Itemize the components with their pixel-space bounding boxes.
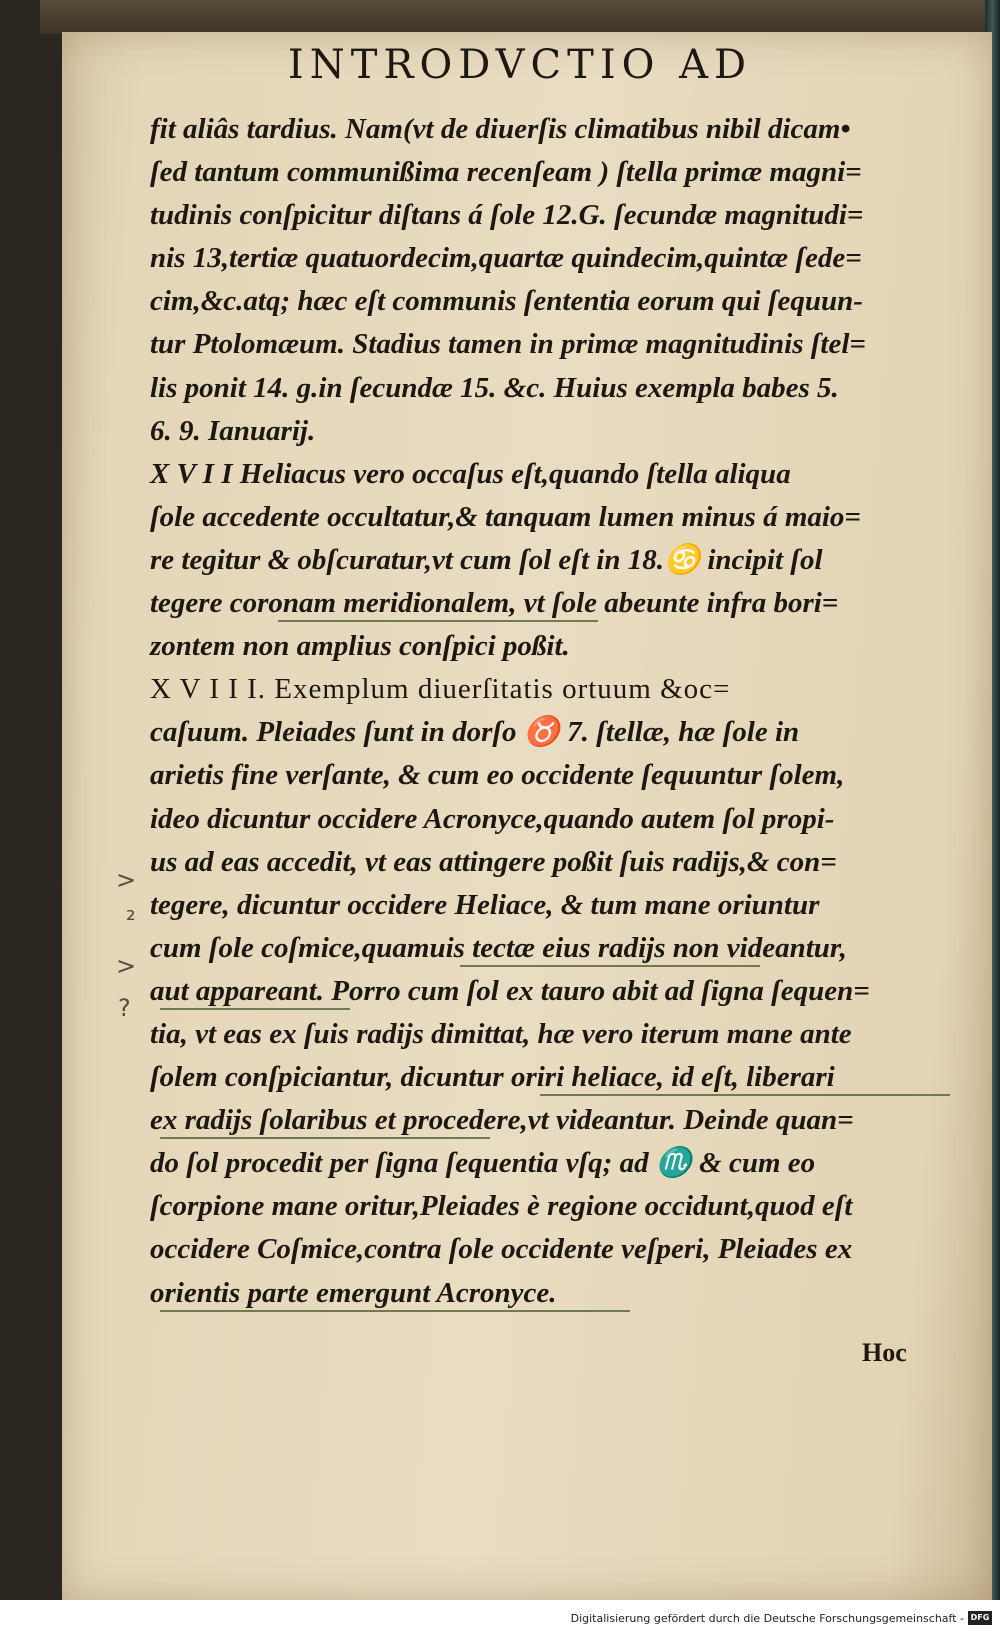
text-line: cum ſole coſmice,quamuis tectæ eius radijs non videantur, — [150, 931, 847, 964]
funding-credit: Digitalisierung gefördert durch die Deutsche Forschungsgemeinschaft - — [570, 1612, 964, 1625]
text-line: ex radijs ſolaribus et procedere,vt videantur. Deinde quan= — [150, 1104, 854, 1137]
text-line: arietis fine verſante, & cum eo occidente ſequuntur ſolem, — [150, 759, 845, 792]
section-heading-xviii: X V I I I. Exemplum diuerſitatis ortuum &oc= — [150, 673, 731, 706]
text-line: ſolem conſpiciantur, dicuntur oriri heliace, id eſt, liberari — [150, 1061, 835, 1094]
text-line: orientis parte emergunt Acronyce. — [150, 1276, 557, 1309]
text-line: 6. 9. Ianuarij. — [150, 414, 316, 447]
section-heading-xvii: X V I I Heliacus vero occaſus eſt,quando ſtella aliqua — [150, 457, 791, 490]
text-line: ideo dicuntur occidere Acronyce,quando autem ſol propi- — [150, 802, 835, 835]
digitization-footer — [0, 1600, 1000, 1638]
text-line: occidere Coſmice,contra ſole occidente veſperi, Pleiades ex — [150, 1233, 853, 1266]
text-line: zontem non amplius conſpici poßit. — [150, 630, 570, 663]
text-line: tegere coronam meridionalem, vt ſole abeunte infra bori= — [150, 587, 839, 620]
text-line: do ſol procedit per ſigna ſequentia vſq; ad ♏ & cum eo — [150, 1147, 816, 1180]
text-line: aut appareant. Porro cum ſol ex tauro abit ad ſigna ſequen= — [150, 974, 870, 1007]
ink-underline — [278, 620, 598, 622]
ink-underline — [160, 1008, 350, 1010]
text-line: lis ponit 14. g.in ſecundæ 15. &c. Huius exempla babes 5. — [150, 371, 839, 404]
page-text-block — [150, 108, 940, 1315]
text-line: tegere, dicuntur occidere Heliace, & tum mane oriuntur — [150, 888, 820, 921]
text-line: ſole accedente occultatur,& tanquam lumen minus á maio= — [150, 500, 861, 533]
text-line: cim,&c.atq; hæc eſt communis ſententia eorum qui ſequun- — [150, 285, 863, 318]
text-line: nis 13,tertiæ quatuordecim,quartæ quindecim,quintæ ſede= — [150, 242, 862, 275]
text-line: us ad eas accedit, vt eas attingere poßit ſuis radijs,& con= — [150, 845, 837, 878]
text-line: caſuum. Pleiades ſunt in dorſo ♉ 7. ſtellæ, hæ ſole in — [150, 716, 800, 749]
margin-mark: > — [116, 952, 137, 980]
ink-underline — [540, 1094, 950, 1096]
ink-underline — [160, 1310, 630, 1312]
margin-mark: ² — [126, 906, 136, 934]
catchword: Hoc — [862, 1338, 907, 1367]
dfg-logo: DFG — [968, 1611, 992, 1625]
text-line: tur Ptolomæum. Stadius tamen in primæ magnitudinis ſtel= — [150, 328, 866, 361]
text-line: re tegitur & obſcuratur,vt cum ſol eſt in 18.♋ incipit ſol — [150, 543, 823, 576]
text-line: tudinis conſpicitur diſtans á ſole 12.G. ſecundæ magnitudi= — [150, 199, 864, 232]
scan-top-edge — [40, 0, 1000, 34]
ink-underline — [160, 1137, 490, 1139]
text-line: ſed tantum communißima recenſeam ) ſtella primæ magni= — [150, 156, 862, 189]
text-line: ſcorpione mane oritur,Pleiades è regione occidunt,quod eſt — [150, 1190, 853, 1223]
text-line: fit aliâs tardius. Nam(vt de diuerſis climatibus nibil dicam• — [150, 113, 851, 145]
margin-mark: ? — [118, 994, 131, 1022]
ink-underline — [460, 965, 760, 967]
running-head: INTRODVCTIO AD — [287, 42, 753, 88]
text-line: tia, vt eas ex ſuis radijs dimittat, hæ vero iterum mane ante — [150, 1017, 852, 1050]
margin-mark: > — [116, 866, 137, 894]
